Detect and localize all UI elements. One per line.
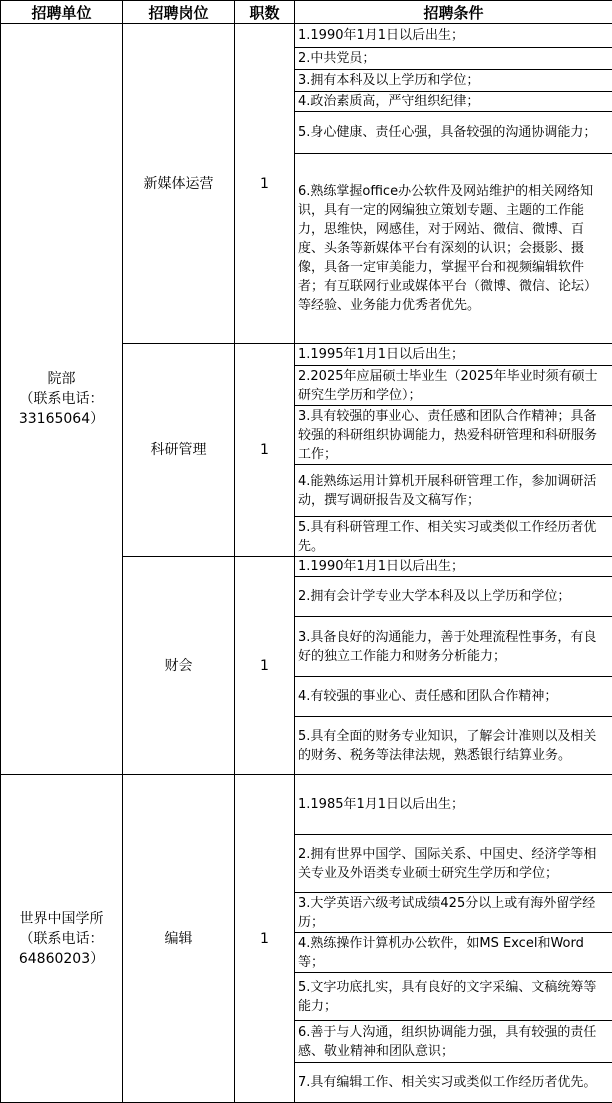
unit-phone-label: （联系电话： <box>1 929 122 949</box>
condition-item: 1.1995年1月1日以后出生； <box>295 344 612 366</box>
header-row <box>1 1 612 24</box>
condition-item: 6.善于与人沟通，组织协调能力强，具有较强的责任感、敬业精神和团队意识； <box>295 1021 612 1063</box>
post-title: 科研管理 <box>123 344 235 557</box>
unit-phone-label: （联系电话： <box>1 389 122 409</box>
post-count: 1 <box>235 557 295 775</box>
condition-item: 2.拥有世界中国学、国际关系、中国史、经济学等相关专业及外语类专业硕士研究生学历和学位； <box>295 835 612 893</box>
condition-item: 1.1990年1月1日以后出生； <box>295 24 612 48</box>
condition-item: 3.具备良好的沟通能力，善于处理流程性事务，有良好的独立工作能力和财务分析能力； <box>295 617 612 677</box>
condition-item: 3.拥有本科及以上学历和学位； <box>295 70 612 92</box>
unit-name: 院部 <box>1 369 122 389</box>
unit-phone-number: 33165064） <box>1 409 122 429</box>
condition-item: 4.政治素质高，严守组织纪律； <box>295 92 612 112</box>
header-conditions: 招聘条件 <box>295 1 612 24</box>
header-count: 职数 <box>235 1 295 24</box>
unit-name: 世界中国学所 <box>1 909 122 929</box>
condition-item: 5.身心健康、责任心强，具备较强的沟通协调能力； <box>295 112 612 154</box>
condition-item: 1.1985年1月1日以后出生； <box>295 775 612 835</box>
condition-item: 6.熟练掌握office办公软件及网站维护的相关网络知识，具有一定的网编独立策划专题、主题的工作能力，思维快，网感佳，对于网站、微信、微博、百度、头条等新媒体平台有深刻的认识；会摄影、摄像，具备一定审美能力，掌握平台和视频编辑软件者；有互联网行业或媒体平台（微博、微信、论坛）等经验、业务能力优秀者优先。 <box>295 154 612 344</box>
condition-item: 4.熟练操作计算机办公软件，如MS Excel和Word等； <box>295 933 612 973</box>
table-row <box>1 775 612 835</box>
condition-item: 5.具有全面的财务专业知识，了解会计准则以及相关的财务、税务等法律法规，熟悉银行结算业务。 <box>295 717 612 775</box>
condition-item: 4.能熟练运用计算机开展科研管理工作，参加调研活动，撰写调研报告及文稿写作； <box>295 465 612 517</box>
condition-item: 5.文字功底扎实，具有良好的文字采编、文稿统筹等能力； <box>295 973 612 1021</box>
post-title: 编辑 <box>123 775 235 1103</box>
condition-item: 7.具有编辑工作、相关实习或类似工作经历者优先。 <box>295 1063 612 1103</box>
unit-cell-world-china-studies <box>1 775 123 1103</box>
condition-item: 1.1990年1月1日以后出生； <box>295 557 612 577</box>
condition-item: 3.大学英语六级考试成绩425分以上或有海外留学经历； <box>295 893 612 933</box>
condition-item: 2.2025年应届硕士毕业生（2025年毕业时须有硕士研究生学历和学位）； <box>295 366 612 406</box>
condition-item: 2.中共党员； <box>295 48 612 70</box>
unit-phone-number: 64860203） <box>1 949 122 969</box>
post-count: 1 <box>235 344 295 557</box>
unit-cell-yuanbu <box>1 24 123 775</box>
condition-item: 5.具有科研管理工作、相关实习或类似工作经历者优先。 <box>295 517 612 557</box>
condition-item: 2.拥有会计学专业大学本科及以上学历和学位； <box>295 577 612 617</box>
condition-item: 3.具有较强的事业心、责任感和团队合作精神；具备较强的科研组织协调能力，热爱科研管理和科研服务工作； <box>295 406 612 465</box>
table-row <box>1 24 612 48</box>
header-post: 招聘岗位 <box>123 1 235 24</box>
post-count: 1 <box>235 24 295 344</box>
post-count: 1 <box>235 775 295 1103</box>
header-unit: 招聘单位 <box>1 1 123 24</box>
post-title: 财会 <box>123 557 235 775</box>
post-title: 新媒体运营 <box>123 24 235 344</box>
condition-item: 4.有较强的事业心、责任感和团队合作精神； <box>295 677 612 717</box>
